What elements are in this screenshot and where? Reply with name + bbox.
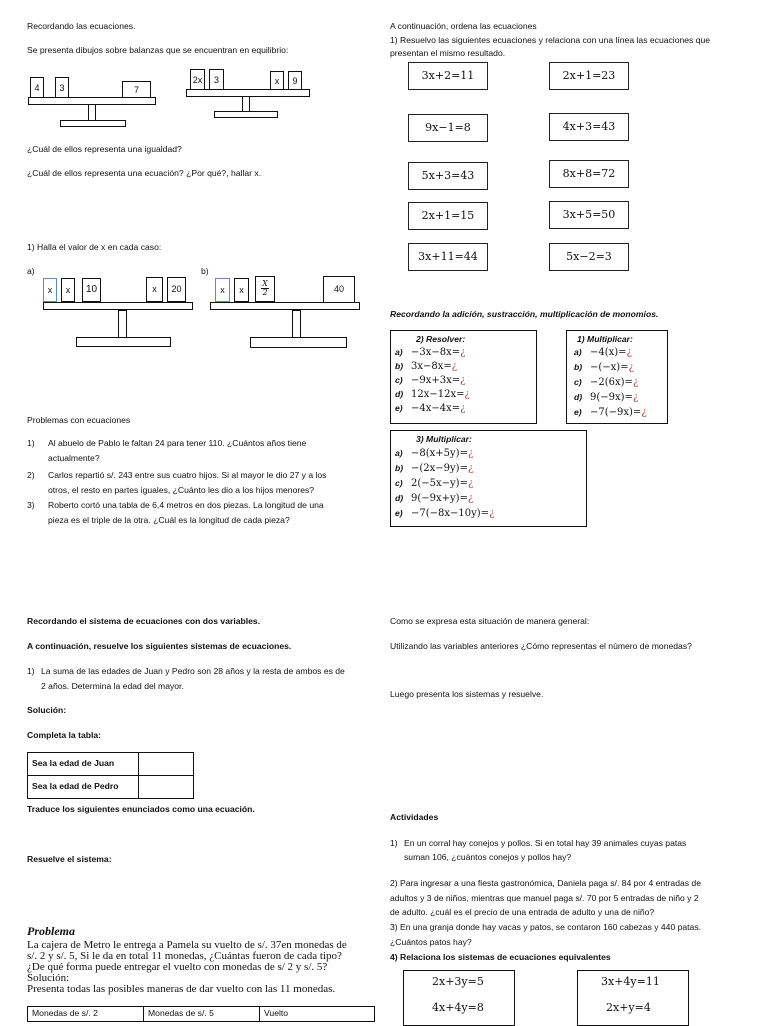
table-row bbox=[28, 776, 194, 799]
label-a: a) bbox=[27, 266, 35, 276]
resolver-item bbox=[395, 374, 466, 387]
item-letter: d) bbox=[574, 392, 583, 402]
multiplicar-1-title: 1) Multiplicar: bbox=[577, 334, 633, 344]
scale-beam bbox=[43, 302, 193, 310]
weight-box: 2x bbox=[190, 69, 205, 91]
resolver-item bbox=[395, 346, 466, 359]
ordena-intro: A continuación, ordena las ecuaciones bbox=[390, 21, 537, 31]
activity-line: En un corral hay conejos y pollos. Si en total hay 39 animales cuyas patas bbox=[404, 838, 687, 848]
system-equation: 2x+3y=5 bbox=[432, 975, 484, 988]
item-expression: −7(−9x)= bbox=[590, 407, 642, 418]
section-title-ecuaciones: Recordando las ecuaciones. bbox=[27, 21, 136, 31]
actividades-title: Actividades bbox=[390, 812, 439, 822]
item-expression: −(2x−9y)= bbox=[411, 463, 468, 474]
item-letter: d) bbox=[395, 389, 404, 399]
item-letter: b) bbox=[395, 361, 404, 371]
fraction-numerator: X bbox=[262, 279, 268, 288]
weight-box: 20 bbox=[167, 277, 186, 302]
item-unknown: ¿ bbox=[460, 403, 466, 414]
item-unknown: ¿ bbox=[626, 347, 632, 358]
item-letter: a) bbox=[395, 347, 403, 357]
multiplicar-item bbox=[395, 507, 494, 520]
weight-box: 7 bbox=[122, 81, 151, 99]
scale-stem bbox=[292, 310, 301, 339]
system-box-1 bbox=[403, 970, 515, 1026]
activity-line: ¿Cuántos patos hay? bbox=[390, 937, 472, 947]
item-letter: e) bbox=[395, 508, 403, 518]
weight-box: 9 bbox=[288, 71, 302, 91]
problema-line: pieza es el triple de la otra. ¿Cuál es la longitud de cada pieza? bbox=[48, 515, 290, 525]
item-expression: −4(x)= bbox=[590, 347, 627, 358]
activity-line: 3) En una granja donde hay vacas y patos, se contaron 160 cabezas y 440 patas. bbox=[390, 922, 702, 932]
equation-box: 8x+8=72 bbox=[549, 160, 629, 188]
problema-line: Presenta todas las posibles maneras de dar vuelto con las 11 monedas. bbox=[27, 983, 336, 995]
question-igualdad: ¿Cuál de ellos representa una igualdad? bbox=[27, 144, 182, 154]
equation-box: 9x−1=8 bbox=[408, 114, 488, 142]
item-unknown: ¿ bbox=[632, 377, 639, 388]
item-expression: −(−x)= bbox=[590, 362, 629, 373]
item-number: 1) bbox=[27, 666, 35, 676]
item-number: 1) bbox=[390, 838, 398, 848]
multiplicar-item bbox=[574, 376, 638, 389]
item-unknown: ¿ bbox=[460, 375, 466, 386]
problema-line: actualmente? bbox=[48, 453, 100, 463]
table-cell-label: Sea la edad de Pedro bbox=[28, 776, 139, 799]
equation-box: 2x+1=15 bbox=[408, 202, 488, 230]
multiplicar-item bbox=[395, 492, 473, 505]
table-header-row bbox=[28, 1007, 375, 1022]
general-question: Como se expresa esta situación de manera general: bbox=[390, 616, 590, 626]
problema-title: Problema bbox=[27, 924, 75, 938]
equation-box: 3x+11=44 bbox=[408, 243, 488, 271]
fraction bbox=[261, 280, 269, 297]
multiplicar-item bbox=[395, 477, 473, 490]
weight-box: x bbox=[270, 71, 284, 91]
item-unknown: ¿ bbox=[467, 448, 474, 459]
multiplicar-item bbox=[574, 406, 647, 419]
resolver-item bbox=[395, 402, 466, 415]
table-cell-blank[interactable] bbox=[139, 753, 194, 776]
problema-number: 3) bbox=[27, 500, 35, 510]
multiplicar-item bbox=[574, 346, 632, 359]
weight-box: x bbox=[234, 278, 249, 302]
solucion-label: Solución: bbox=[27, 705, 67, 715]
item-expression: 2(−5x−y)= bbox=[411, 478, 468, 489]
activity-line: adultos y 3 de niños, mientras que manuel paga s/. 70 por 5 entradas de niño y 2 bbox=[390, 893, 699, 903]
fraction-weight-box bbox=[255, 276, 275, 302]
completa-label: Completa la tabla: bbox=[27, 730, 102, 740]
balanzas-intro: Se presenta dibujos sobre balanzas que se encuentran en equilibrio: bbox=[27, 45, 289, 55]
problema-line: Al abuelo de Pablo le faltan 24 para tener 110. ¿Cuántos años tiene bbox=[48, 438, 307, 448]
weight-box: x bbox=[43, 278, 57, 302]
item-letter: c) bbox=[395, 478, 403, 488]
problem-line: La suma de las edades de Juan y Pedro son 28 años y la resta de ambos es de bbox=[41, 666, 345, 676]
table-cell-label: Sea la edad de Juan bbox=[28, 753, 139, 776]
weight-box: x bbox=[61, 278, 75, 302]
label-b: b) bbox=[201, 266, 209, 276]
item-unknown: ¿ bbox=[467, 478, 474, 489]
item-expression: −4x−4x= bbox=[411, 403, 461, 414]
item-expression: 12x−12x= bbox=[411, 389, 465, 400]
problem-line: 2 años. Determina la edad del mayor. bbox=[41, 681, 184, 691]
problema-line: Carlos repartió s/. 243 entre sus cuatro hijos. Si al mayor le dio 27 y a los bbox=[48, 470, 327, 480]
scale-base bbox=[250, 337, 347, 348]
equation-box: 5x+3=43 bbox=[408, 162, 488, 190]
resolver-box bbox=[390, 330, 537, 424]
multiplicar-1-box bbox=[566, 330, 668, 424]
item-expression: −2(6x)= bbox=[590, 377, 633, 388]
table-header: Monedas de s/. 5 bbox=[144, 1007, 260, 1022]
multiplicar-item bbox=[574, 391, 638, 404]
item-unknown: ¿ bbox=[489, 508, 495, 519]
item-expression: −3x−8x= bbox=[411, 347, 461, 358]
item-letter: b) bbox=[574, 362, 583, 372]
item-expression: 9(−9x+y)= bbox=[411, 493, 468, 504]
weight-box: 4 bbox=[30, 77, 44, 99]
multiplicar-3-box bbox=[390, 430, 587, 527]
table-cell-blank[interactable] bbox=[139, 776, 194, 799]
multiplicar-item bbox=[395, 462, 473, 475]
weight-box: 3 bbox=[55, 77, 69, 99]
monomios-title: Recordando la adición, sustracción, multiplicación de monomios. bbox=[390, 309, 659, 319]
multiplicar-item bbox=[395, 447, 473, 460]
problema-line: Solución: bbox=[27, 972, 70, 984]
item-unknown: ¿ bbox=[628, 362, 634, 373]
scale-beam bbox=[210, 302, 360, 310]
monedas-table bbox=[27, 1006, 375, 1022]
scale-base bbox=[76, 337, 171, 347]
activity-line: de adulto. ¿cuál es el precio de una entrada de adulto y una de niño? bbox=[390, 907, 655, 917]
item-letter: a) bbox=[395, 448, 403, 458]
problema-line: ¿De qué forma puede entregar el vuelto con monedas de s/ 2 y s/. 5? bbox=[27, 961, 328, 973]
equation-box: 3x+2=11 bbox=[408, 62, 488, 90]
weight-box: 40 bbox=[323, 276, 355, 303]
item-expression: 9(−9x)= bbox=[590, 392, 633, 403]
item-expression: −8(x+5y)= bbox=[411, 448, 468, 459]
weight-box: 3 bbox=[209, 69, 224, 91]
resuelvo-instruction-cont: presentan el mismo resultado. bbox=[390, 48, 506, 58]
item-letter: e) bbox=[395, 403, 403, 413]
relaciona-title: 4) Relaciona los sistemas de ecuaciones equivalentes bbox=[390, 952, 611, 962]
equation-box: 4x+3=43 bbox=[549, 113, 629, 141]
traduce-label: Traduce los siguientes enunciados como una ecuación. bbox=[27, 804, 255, 814]
item-unknown: ¿ bbox=[467, 463, 474, 474]
resuelvo-instruction: 1) Resuelvo las siguientes ecuaciones y relaciona con una línea las ecuaciones que bbox=[390, 35, 711, 45]
scale-base bbox=[214, 111, 278, 118]
halla-instruction: 1) Halla el valor de x en cada caso: bbox=[27, 242, 162, 252]
resuelve-label: Resuelve el sistema: bbox=[27, 854, 112, 864]
item-unknown: ¿ bbox=[451, 361, 458, 372]
item-unknown: ¿ bbox=[467, 493, 474, 504]
item-letter: c) bbox=[395, 375, 403, 385]
resolver-item bbox=[395, 360, 457, 373]
equation-box: 2x+1=23 bbox=[549, 62, 629, 90]
system-equation: 3x+4y=11 bbox=[601, 975, 660, 988]
table-header: Monedas de s/. 2 bbox=[28, 1007, 144, 1022]
item-unknown: ¿ bbox=[464, 389, 470, 400]
problemas-title: Problemas con ecuaciones bbox=[27, 415, 131, 425]
table-row bbox=[28, 753, 194, 776]
weight-box: x bbox=[215, 278, 230, 302]
system-box-2 bbox=[577, 970, 689, 1026]
equation-box: 3x+5=50 bbox=[549, 201, 629, 229]
question-ecuacion: ¿Cuál de ellos representa una ecuación? ¿Por qué?, hallar x. bbox=[27, 168, 262, 178]
multiplicar-3-title: 3) Multiplicar: bbox=[416, 434, 472, 444]
item-unknown: ¿ bbox=[632, 392, 639, 403]
resolver-item bbox=[395, 388, 470, 401]
table-header: Vuelto bbox=[260, 1007, 375, 1022]
item-letter: c) bbox=[574, 377, 582, 387]
problema-line: La cajera de Metro le entrega a Pamela su vuelto de s/. 37en monedas de bbox=[27, 939, 347, 951]
activity-line: 2) Para ingresar a una fiesta gastronómica, Daniela paga s/. 84 por 4 entradas de bbox=[390, 878, 701, 888]
item-expression: −7(−8x−10y)= bbox=[411, 508, 490, 519]
item-letter: e) bbox=[574, 407, 582, 417]
system-equation: 4x+4y=8 bbox=[432, 1001, 484, 1014]
sistema-subtitle: A continuación, resuelve los siguientes sistemas de ecuaciones. bbox=[27, 641, 292, 651]
system-equation: 2x+y=4 bbox=[606, 1001, 651, 1014]
scale-base bbox=[60, 120, 126, 127]
problema-line: Roberto cortó una tabla de 6,4 metros en dos piezas. La longitud de una bbox=[48, 500, 324, 510]
problema-number: 2) bbox=[27, 470, 35, 480]
item-letter: a) bbox=[574, 347, 582, 357]
item-expression: 3x−8x= bbox=[411, 361, 452, 372]
equation-box: 5x−2=3 bbox=[549, 243, 629, 271]
multiplicar-item bbox=[574, 361, 634, 374]
item-letter: d) bbox=[395, 493, 404, 503]
item-expression: −9x+3x= bbox=[411, 375, 461, 386]
problema-number: 1) bbox=[27, 438, 35, 448]
problema-line: s/. 2 y s/. 5, Si le da en total 11 monedas, ¿Cuántas fueron de cada tipo? bbox=[27, 950, 342, 962]
item-unknown: ¿ bbox=[641, 407, 647, 418]
fraction-denominator: 2 bbox=[262, 288, 268, 297]
resolver-title: 2) Resolver: bbox=[416, 334, 466, 344]
scale-stem bbox=[118, 310, 127, 339]
sistema-title: Recordando el sistema de ecuaciones con dos variables. bbox=[27, 616, 261, 626]
activity-line: suman 106, ¿cuántos conejos y pollos hay? bbox=[404, 852, 572, 862]
item-unknown: ¿ bbox=[460, 347, 466, 358]
variables-question: Utilizando las variables anteriores ¿Cómo representas el número de monedas? bbox=[390, 641, 692, 651]
problema-line: otros, el resto en partes iguales, ¿Cuánto les dio a los hijos menores? bbox=[48, 485, 315, 495]
weight-box: x bbox=[146, 277, 163, 302]
item-letter: b) bbox=[395, 463, 404, 473]
weight-box: 10 bbox=[82, 278, 101, 302]
edades-table bbox=[27, 752, 194, 799]
luego-instruction: Luego presenta los sistemas y resuelve. bbox=[390, 689, 544, 699]
